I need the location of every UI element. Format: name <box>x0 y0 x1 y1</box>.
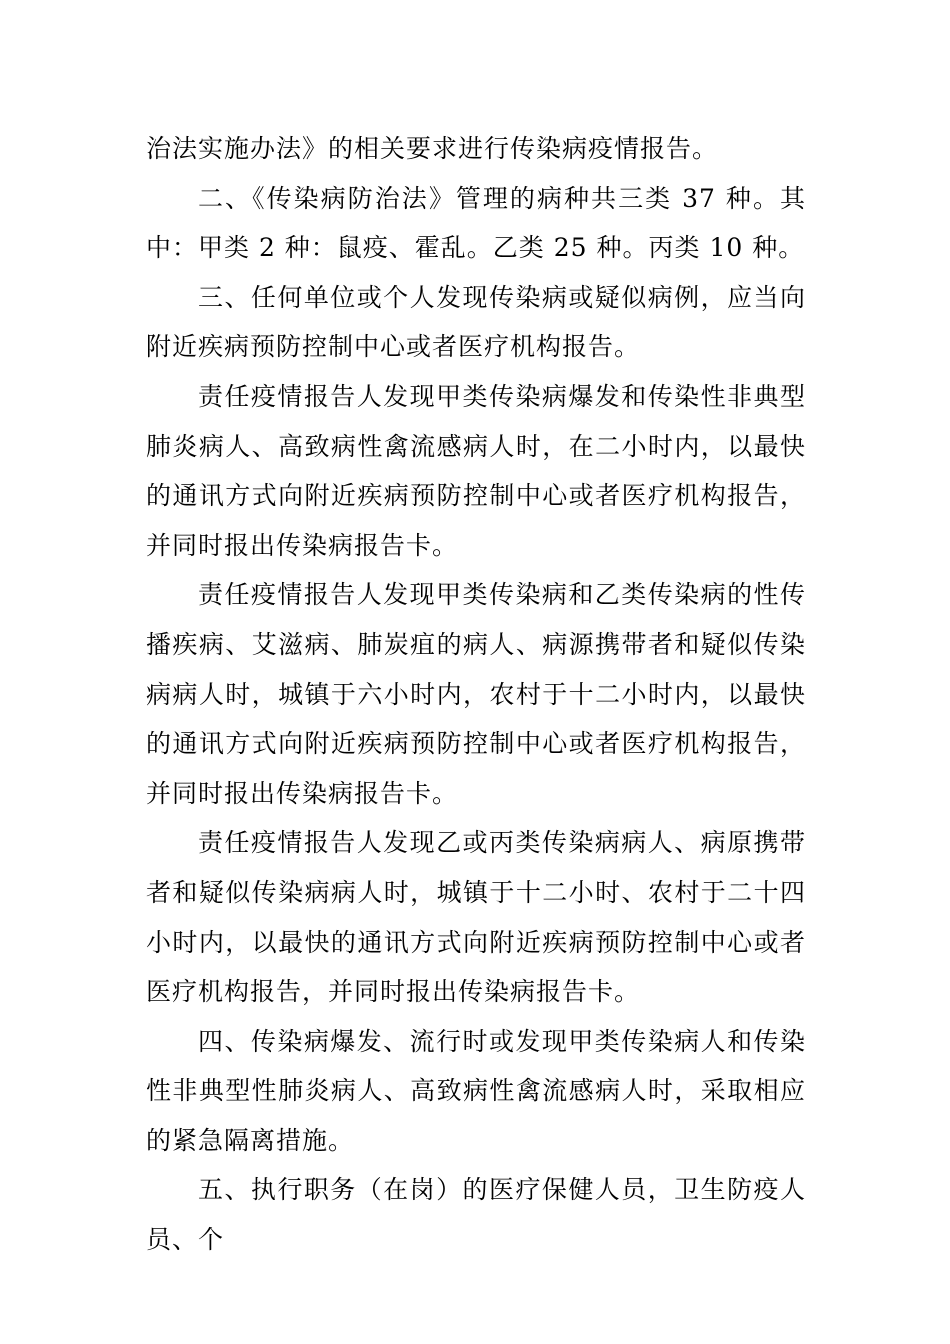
paragraph-2: 二、《传染病防治法》管理的病种共三类 37 种。其中：甲类 2 种：鼠疫、霍乱。乙类 25 种。丙类 10 种。 <box>146 183 806 263</box>
paragraph-8: 五、执行职务（在岗）的医疗保健人员，卫生防疫人员、个 <box>146 1175 806 1255</box>
paragraph-4: 责任疫情报告人发现甲类传染病爆发和传染性非典型肺炎病人、高致病性禽流感病人时，在二小时内，以最快的通讯方式向附近疾病预防控制中心或者医疗机构报告，并同时报出传染病报告卡。 <box>146 381 806 560</box>
paragraph-3: 三、任何单位或个人发现传染病或疑似病例，应当向附近疾病预防控制中心或者医疗机构报告。 <box>146 282 806 362</box>
paragraph-5: 责任疫情报告人发现甲类传染病和乙类传染病的性传播疾病、艾滋病、肺炭疽的病人、病源携带者和疑似传染病病人时，城镇于六小时内，农村于十二小时内，以最快的通讯方式向附近疾病预防控制中心或者医疗机构报告，并同时报出传染病报告卡。 <box>146 580 806 808</box>
document-body <box>146 124 806 1265</box>
paragraph-1: 治法实施办法》的相关要求进行传染病疫情报告。 <box>146 134 719 163</box>
paragraph-6: 责任疫情报告人发现乙或丙类传染病病人、病原携带者和疑似传染病病人时，城镇于十二小时、农村于二十四小时内，以最快的通讯方式向附近疾病预防控制中心或者医疗机构报告，并同时报出传染病报告卡。 <box>146 828 806 1007</box>
paragraph-7: 四、传染病爆发、流行时或发现甲类传染病人和传染性非典型性肺炎病人、高致病性禽流感病人时，采取相应的紧急隔离措施。 <box>146 1026 806 1155</box>
